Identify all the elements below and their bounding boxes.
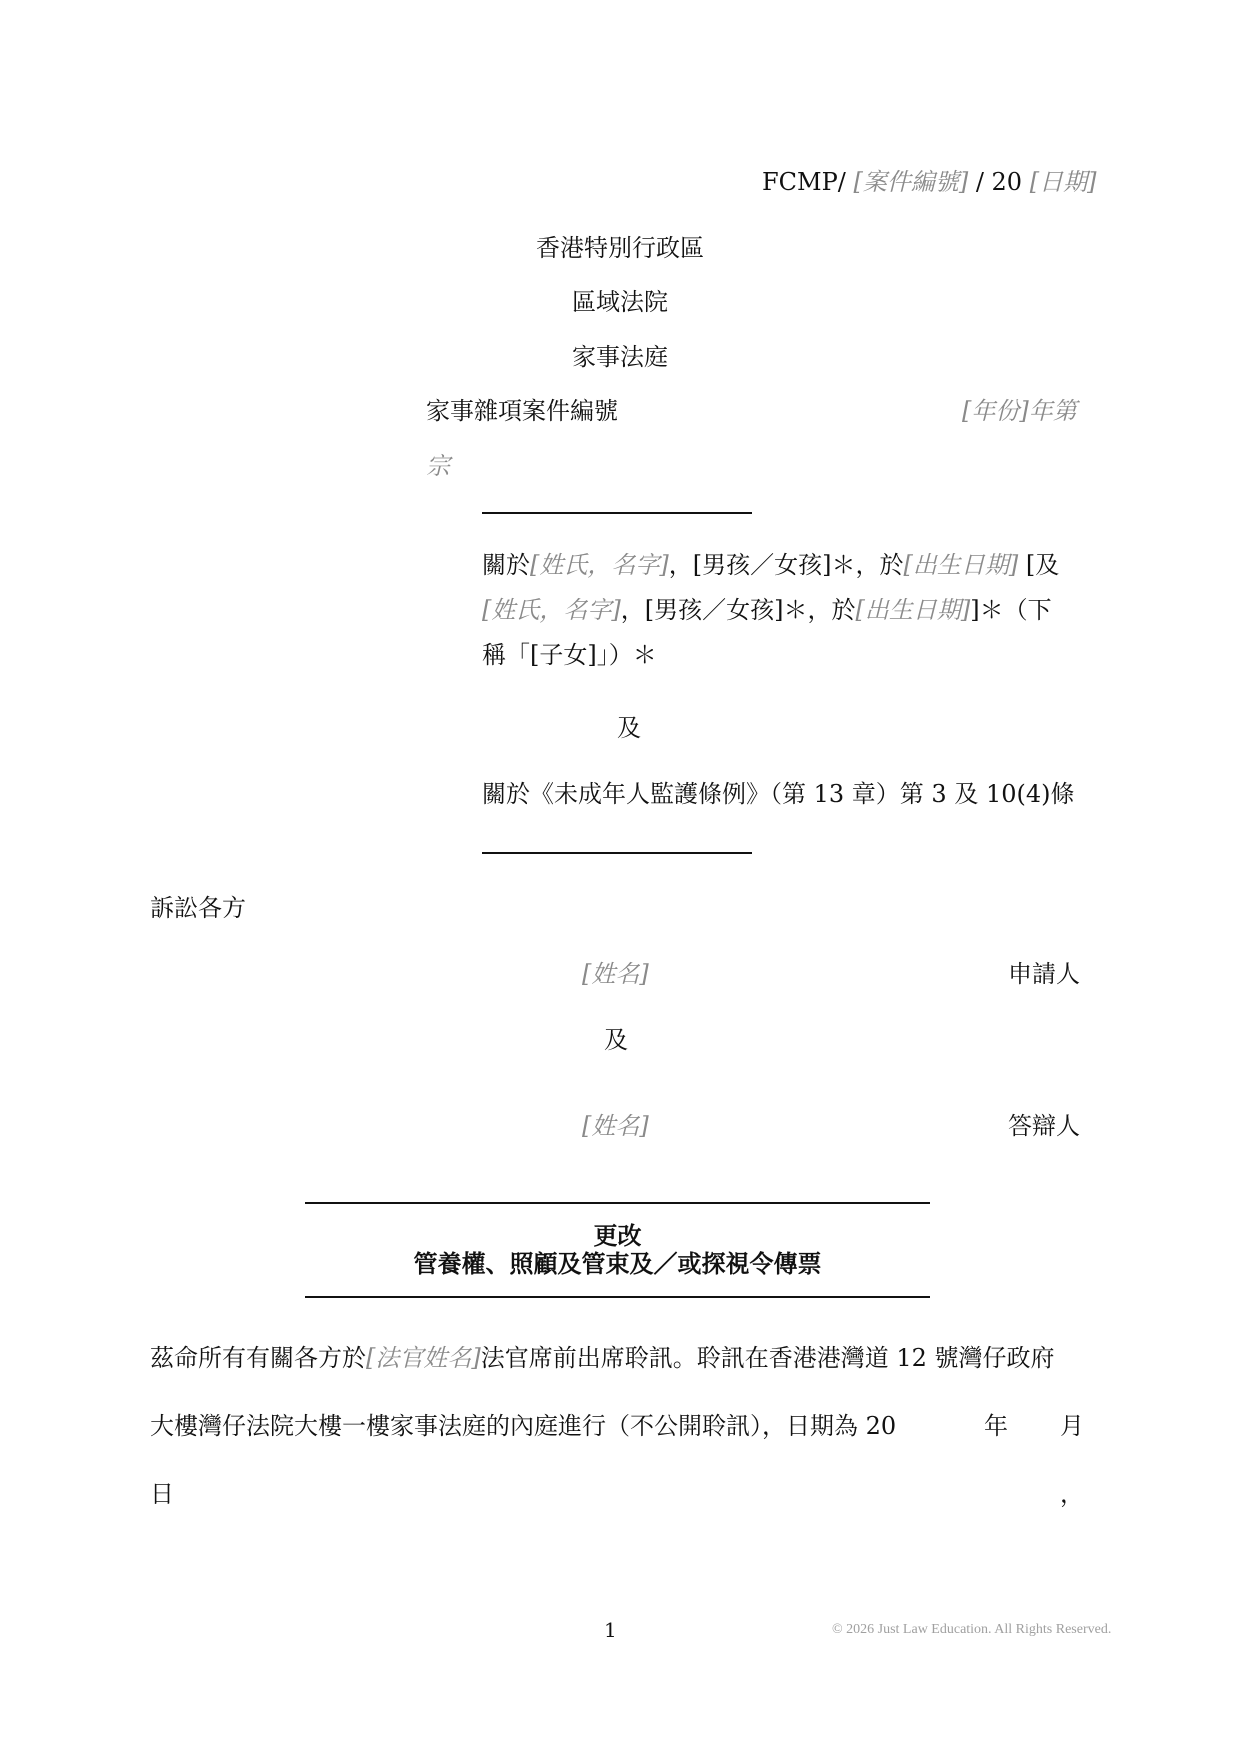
title-line-2: 管養權、照顧及管束及／或探視令傳票 [413,1249,822,1278]
divider-top [482,512,752,514]
matter-line-3: 稱「[子女]」）＊ [482,641,657,669]
matter-and: 及 [617,714,641,742]
title-rule-bottom [305,1296,930,1298]
judge-name-placeholder: [法官姓名] [366,1344,481,1372]
case-year [962,391,1077,426]
body-text: 法官席前出席聆訊。聆訊在香港港灣道 12 號灣仔政府 [480,1344,1055,1372]
body-line-1 [150,1338,1055,1373]
child-name-placeholder: [姓氏，名字] [530,551,669,579]
dob-placeholder: [出生日期] [903,551,1019,579]
body-year-label: 年 [984,1412,1008,1440]
case-year-suffix: 年第 [1028,397,1077,425]
body-month-label: 月 [1060,1412,1084,1440]
matter-text: [及 [1018,551,1060,579]
matter-line-1 [482,542,1059,588]
matter-text: ]＊（下 [970,596,1052,624]
court-line-1: 香港特別行政區 [536,234,704,262]
child-name-placeholder: [姓氏，名字] [482,596,621,624]
case-ref-middle: / 20 [968,168,1030,196]
applicant-role: 申請人 [1008,960,1080,988]
case-number-last: 宗 [426,452,450,480]
case-ref-prefix: FCMP/ [762,168,854,196]
parties-and: 及 [604,1026,628,1054]
dob-placeholder: [出生日期] [855,596,971,624]
page-number: 1 [604,1618,617,1642]
matter-line-2 [482,587,1052,633]
case-number-label: 家事雜項案件編號 [426,397,618,425]
ordinance-line: 關於《未成年人監護條例》（第 13 章）第 3 及 10(4)條 [482,780,1075,808]
respondent-role: 答辯人 [1008,1112,1080,1140]
title-rule-top [305,1202,930,1204]
court-line-2: 區域法院 [572,288,668,316]
matter-text: ，[男孩／女孩]＊，於 [668,551,904,579]
body-line-2: 大樓灣仔法院大樓一樓家事法庭的內庭進行（不公開聆訊），日期為 20 [150,1412,897,1440]
respondent-name-placeholder: [姓名] [582,1112,649,1140]
matter-text: ，[男孩／女孩]＊，於 [620,596,856,624]
applicant-name-placeholder: [姓名] [582,960,649,988]
title-line-1: 更改 [593,1221,642,1250]
court-line-3: 家事法庭 [572,343,668,371]
body-comma: ， [1060,1480,1084,1508]
case-no-placeholder: [案件編號] [853,168,969,196]
case-date-placeholder: [日期] [1029,168,1097,196]
divider-middle [482,852,752,854]
case-reference [762,162,1096,197]
body-day-label: 日 [150,1480,174,1508]
copyright-notice: © 2026 Just Law Education. All Rights Reserved. [832,1622,1112,1637]
case-year-placeholder: [年份] [962,397,1029,425]
body-text: 茲命所有有關各方於 [150,1344,366,1372]
matter-text: 關於 [482,551,530,579]
parties-heading: 訴訟各方 [150,894,246,922]
